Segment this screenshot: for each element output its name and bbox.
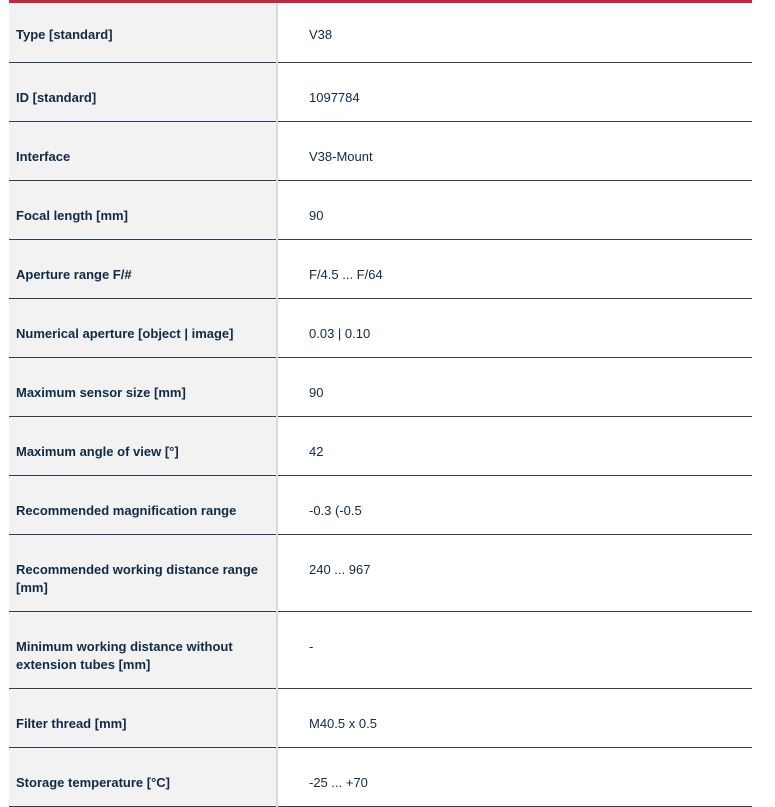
spec-label: Minimum working distance without extension tubes [mm] xyxy=(16,639,233,672)
spec-value-cell xyxy=(277,535,752,612)
spec-row-id xyxy=(9,63,752,122)
spec-row-working-distance-range xyxy=(9,535,752,612)
spec-label-cell xyxy=(9,689,277,748)
spec-row-filter-thread xyxy=(9,689,752,748)
spec-label-cell xyxy=(9,476,277,535)
spec-value-cell xyxy=(277,358,752,417)
spec-row-storage-temperature xyxy=(9,748,752,807)
spec-row-min-working-distance xyxy=(9,612,752,689)
spec-label-cell xyxy=(9,612,277,689)
spec-value: M40.5 x 0.5 xyxy=(309,716,377,731)
spec-value-cell xyxy=(277,689,752,748)
spec-label: Recommended magnification range xyxy=(16,503,237,518)
spec-value-cell xyxy=(277,2,752,63)
spec-label: Storage temperature [°C] xyxy=(16,775,171,790)
spec-value-cell xyxy=(277,748,752,807)
spec-value: 90 xyxy=(309,385,324,400)
spec-label: Interface xyxy=(16,149,71,164)
spec-value: 0.03 | 0.10 xyxy=(309,326,371,341)
spec-label: Filter thread [mm] xyxy=(16,716,127,731)
spec-label: Type [standard] xyxy=(16,27,113,42)
spec-value-cell xyxy=(277,417,752,476)
spec-value-cell xyxy=(277,122,752,181)
spec-value: 42 xyxy=(309,444,324,459)
spec-label-cell xyxy=(9,2,277,63)
spec-label: Aperture range F/# xyxy=(16,267,132,282)
spec-row-numerical-aperture xyxy=(9,299,752,358)
spec-row-type xyxy=(9,2,752,63)
spec-value: 90 xyxy=(309,208,324,223)
spec-row-aperture-range xyxy=(9,240,752,299)
spec-value: -0.3 (-0.5 xyxy=(309,503,362,518)
spec-value: - xyxy=(309,639,314,654)
spec-row-max-angle-of-view xyxy=(9,417,752,476)
spec-label-cell xyxy=(9,122,277,181)
spec-row-magnification-range xyxy=(9,476,752,535)
spec-value: V38 xyxy=(309,27,333,42)
spec-label-cell xyxy=(9,299,277,358)
spec-value-cell xyxy=(277,612,752,689)
spec-label-cell xyxy=(9,240,277,299)
spec-label-cell xyxy=(9,748,277,807)
spec-value: F/4.5 ... F/64 xyxy=(309,267,383,282)
spec-value-cell xyxy=(277,476,752,535)
spec-row-interface xyxy=(9,122,752,181)
spec-label: ID [standard] xyxy=(16,90,97,105)
spec-value: 1097784 xyxy=(309,90,360,105)
spec-label-cell xyxy=(9,181,277,240)
spec-value-cell xyxy=(277,63,752,122)
spec-label-cell xyxy=(9,358,277,417)
spec-label: Recommended working distance range [mm] xyxy=(16,562,259,595)
spec-label: Maximum angle of view [°] xyxy=(16,444,179,459)
spec-label: Maximum sensor size [mm] xyxy=(16,385,186,400)
spec-label-cell xyxy=(9,535,277,612)
spec-row-focal-length xyxy=(9,181,752,240)
spec-value-cell xyxy=(277,181,752,240)
spec-label: Numerical aperture [object | image] xyxy=(16,326,234,341)
spec-label-cell xyxy=(9,63,277,122)
spec-label-cell xyxy=(9,417,277,476)
spec-value: V38-Mount xyxy=(309,149,373,164)
spec-label: Focal length [mm] xyxy=(16,208,128,223)
spec-table xyxy=(9,0,752,807)
spec-value: 240 ... 967 xyxy=(309,562,371,577)
spec-value: -25 ... +70 xyxy=(309,775,368,790)
spec-value-cell xyxy=(277,240,752,299)
spec-value-cell xyxy=(277,299,752,358)
spec-row-max-sensor-size xyxy=(9,358,752,417)
